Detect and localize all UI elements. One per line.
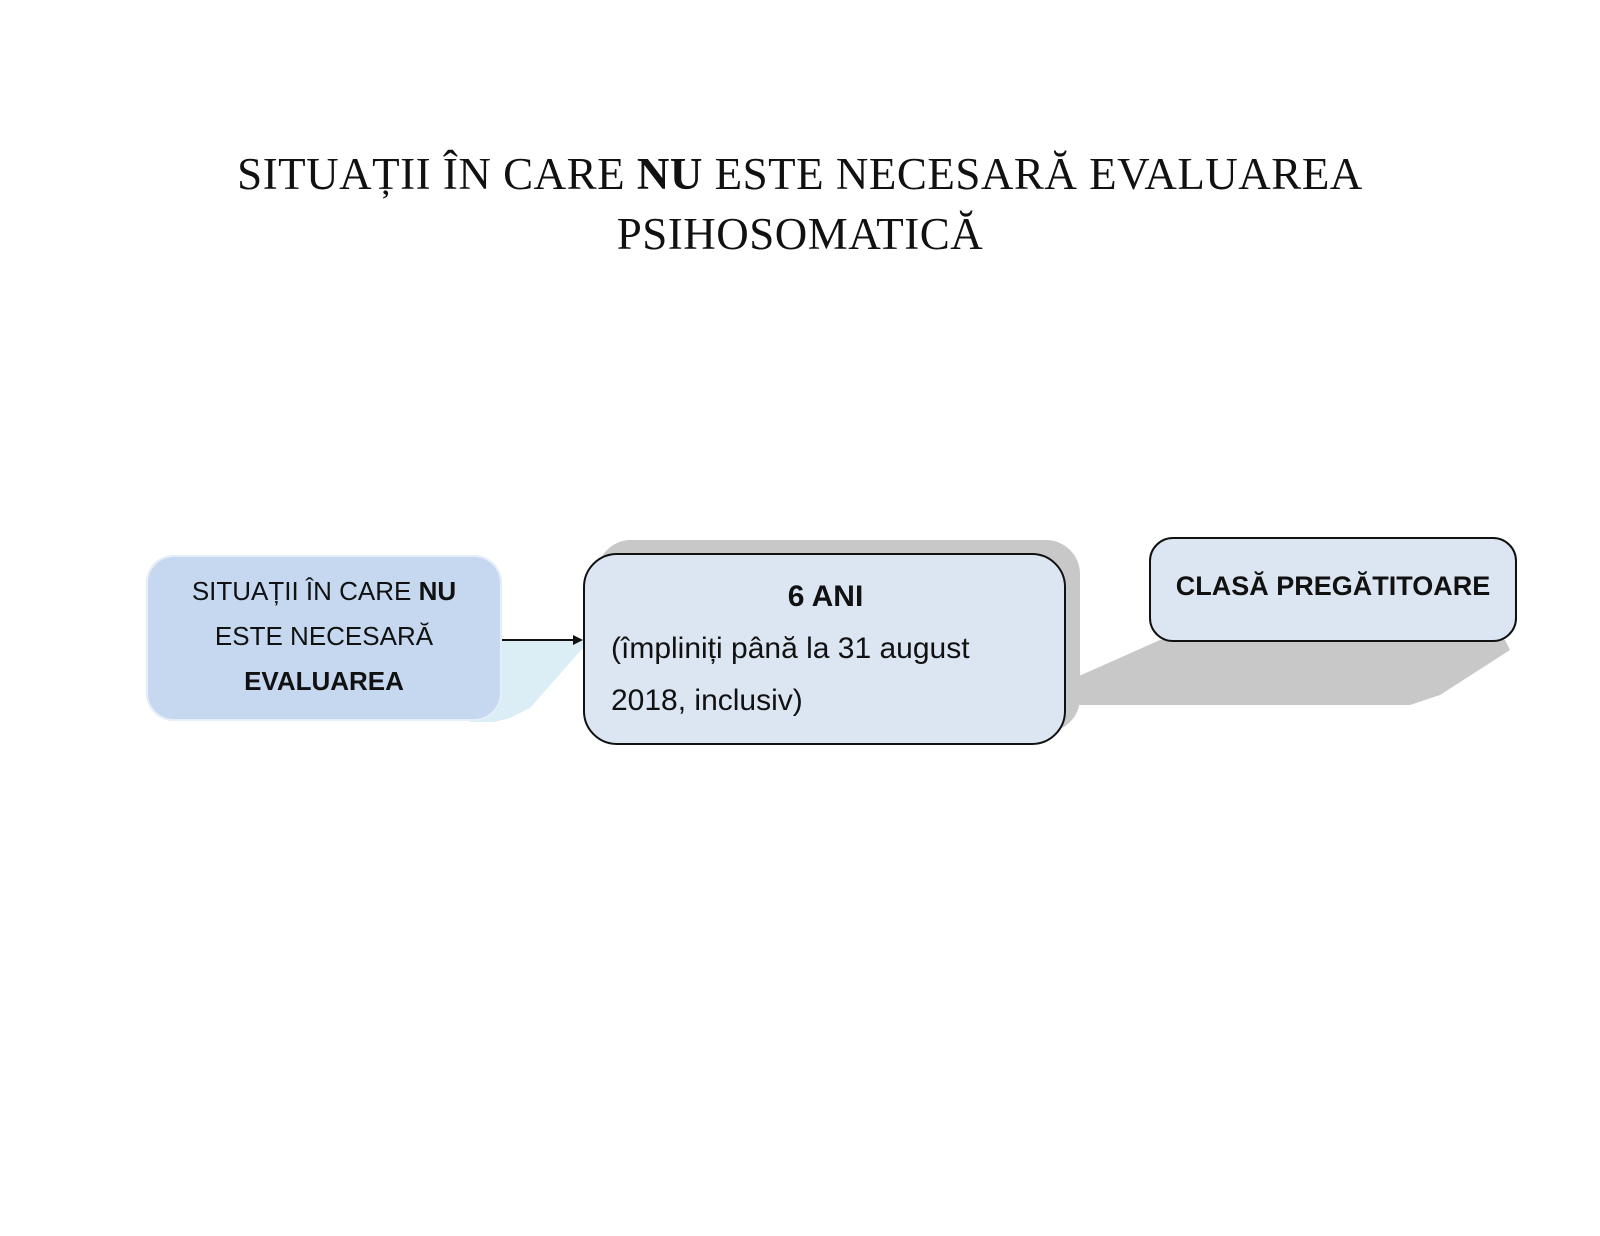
age-node — [583, 553, 1066, 745]
age-node-detail: (împliniți până la 31 august 2018, inclusiv) — [611, 632, 970, 717]
source-node — [146, 555, 502, 721]
age-node-heading: 6 ANI — [787, 580, 864, 613]
title-text-bold: NU — [636, 149, 703, 199]
class-node-label: CLASĂ PREGĂTITOARE — [1175, 571, 1491, 601]
class-node — [1149, 537, 1517, 642]
source-node-text-bold: NU — [418, 576, 457, 606]
title-text-part2: ESTE NECESARĂ EVALUAREA — [702, 149, 1363, 199]
title-text-line2: PSIHOSOMATICĂ — [616, 209, 984, 259]
source-node-text3: EVALUAREA — [244, 666, 404, 696]
source-node-text1: SITUAȚII ÎN CARE — [191, 576, 419, 606]
source-node-text2: ESTE NECESARĂ — [214, 621, 434, 651]
title-text-part1: SITUAȚII ÎN CARE — [237, 149, 637, 199]
class-box-shadow — [1070, 640, 1510, 705]
